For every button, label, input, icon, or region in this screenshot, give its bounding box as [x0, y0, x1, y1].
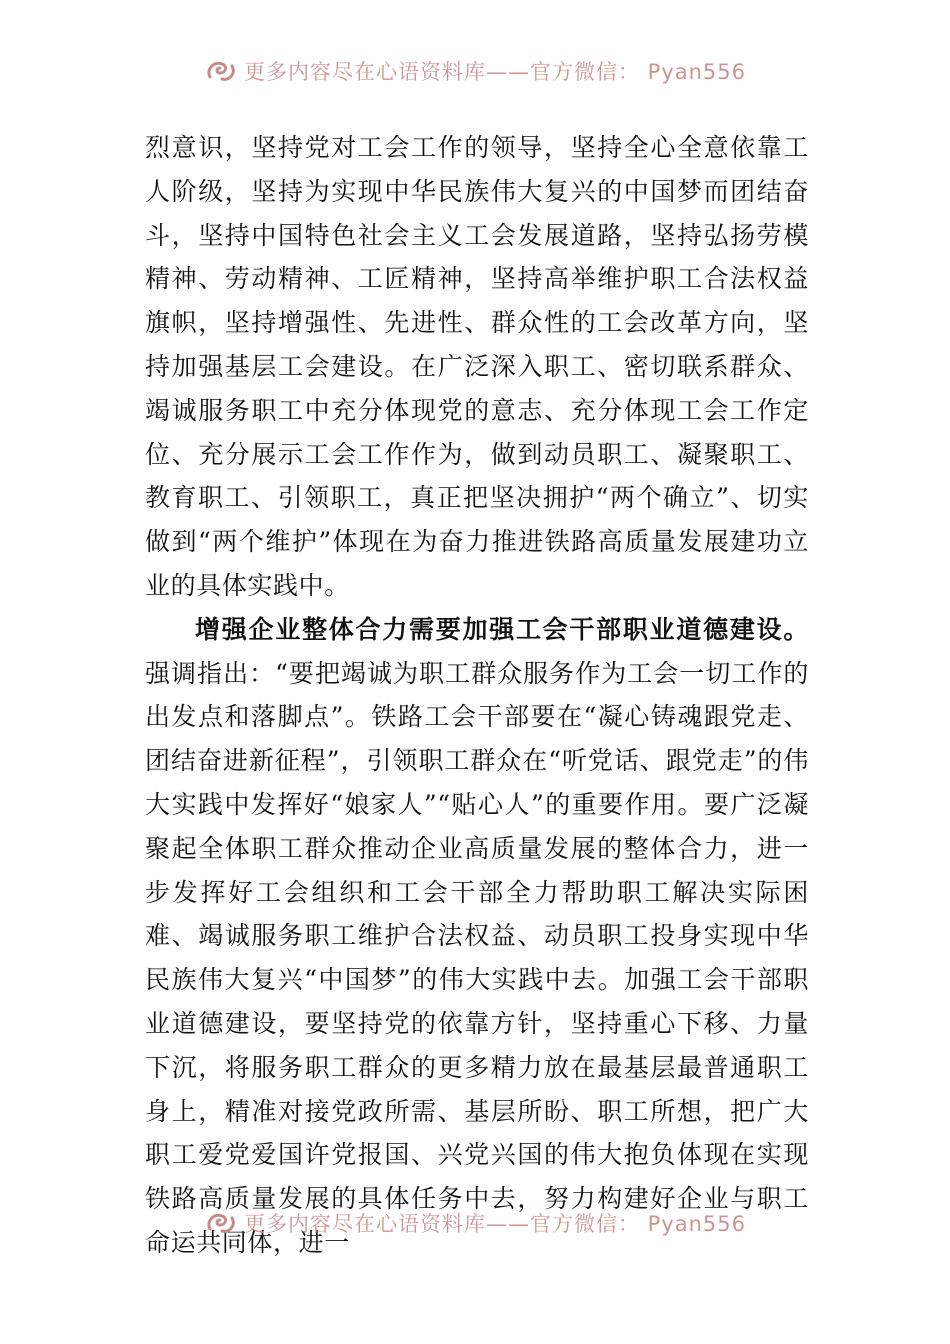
- paragraph-2-lead: 增强企业整体合力需要加强工会干部职业道德建设。: [195, 614, 809, 644]
- paragraph-2-body: 强调指出：“要把竭诚为职工群众服务作为工会一切工作的出发点和落脚点”。铁路工会干部要在“凝心铸魂跟党走、团结奋进新征程”，引领职工群众在“听党话、跟党走”的伟大实践中发挥好“娘家人”“贴心人”的重要作用。要广泛凝聚起全体职工群众推动企业高质量发展的整体合力，进一步发挥好工会组织和工会干部全力帮助职工解决实际困难、竭诚服务职工维护合法权益、动员职工投身实现中华民族伟大复兴“中国梦”的伟大实践中去。加强工会干部职业道德建设，要坚持党的依靠方针，坚持重心下移、力量下沉，将服务职工群众的更多精力放在最基层最普通职工身上，精准对接党政所需、基层所盼、职工所想，把广大职工爱党爱国许党报国、兴党兴国的伟大抱负体现在实现铁路高质量发展的具体任务中去，努力构建好企业与职工命运共同体，进一: [145, 658, 809, 1257]
- watermark-text: 更多内容尽在心语资料库——官方微信： Pyan556: [243, 60, 747, 84]
- paragraph-1: [145, 126, 809, 608]
- swirl-logo-icon: [204, 57, 238, 85]
- document-body: [145, 126, 809, 1265]
- swirl-logo-icon: [204, 1209, 238, 1237]
- paragraph-2: [145, 608, 809, 1265]
- watermark-text: 更多内容尽在心语资料库——官方微信： Pyan556: [243, 1212, 747, 1236]
- header-watermark: [0, 56, 950, 86]
- footer-watermark: [0, 1208, 950, 1238]
- paragraph-1-body: 烈意识，坚持党对工会工作的领导，坚持全心全意依靠工人阶级，坚持为实现中华民族伟大复兴的中国梦而团结奋斗，坚持中国特色社会主义工会发展道路，坚持弘扬劳模精神、劳动精神、工匠精神，坚持高举维护职工合法权益旗帜，坚持增强性、先进性、群众性的工会改革方向，坚持加强基层工会建设。在广泛深入职工、密切联系群众、竭诚服务职工中充分体现党的意志、充分体现工会工作定位、充分展示工会工作作为，做到动员职工、凝聚职工、教育职工、引领职工，真正把坚决拥护“两个确立”、切实做到“两个维护”体现在为奋力推进铁路高质量发展建功立业的具体实践中。: [145, 133, 809, 600]
